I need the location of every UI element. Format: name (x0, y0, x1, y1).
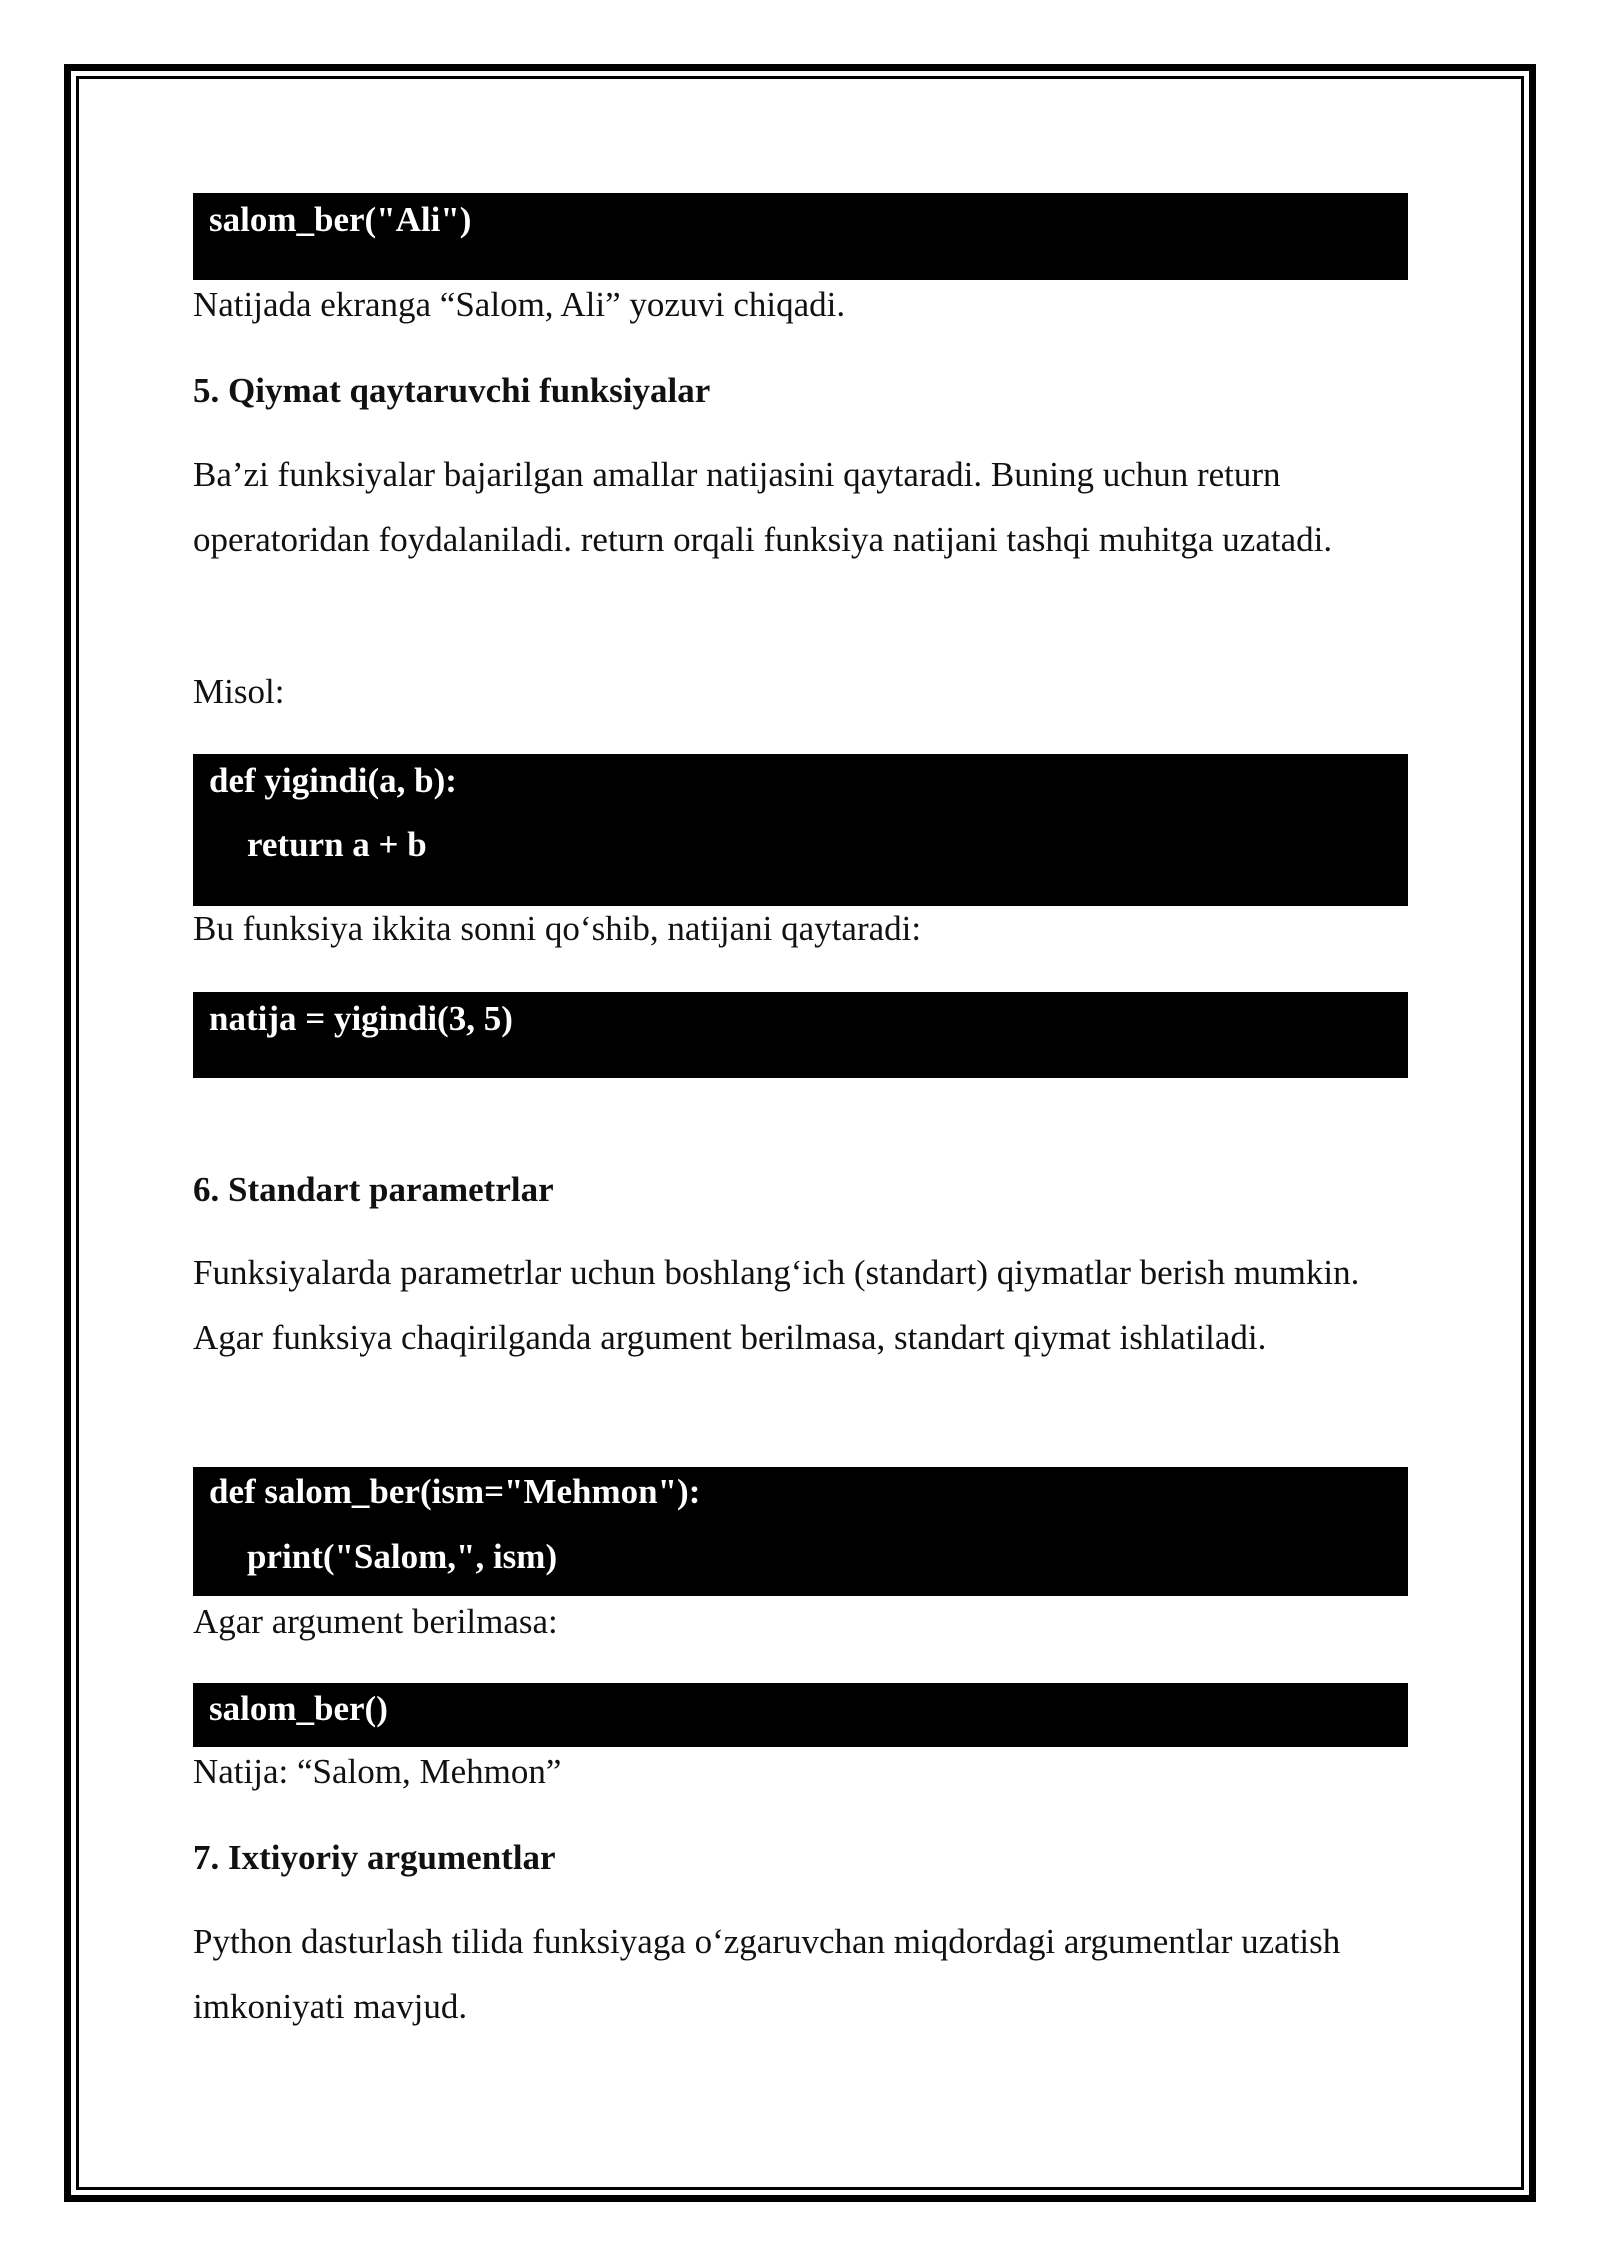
paragraph-standard-params: Funksiyalarda parametrlar uchun boshlang‘ich (standart) qiymatlar berish mumkin. Agar funksiya chaqirilganda argument berilmasa, standart qiymat ishlatiladi. (193, 1253, 1360, 1357)
code-line: return a + b (247, 825, 427, 864)
code-block-call-empty (193, 1683, 1408, 1747)
code-block-salom-default (193, 1467, 1408, 1596)
code-line: salom_ber("Ali") (209, 200, 472, 239)
paragraph-optional-args: Python dasturlash tilida funksiyaga o‘zgaruvchan miqdordagi argumentlar uzatish imkoniyati mavjud. (193, 1922, 1341, 2026)
paragraph-return: Ba’zi funksiyalar bajarilgan amallar natijasini qaytaradi. Buning uchun return operatoridan foydalaniladi. return orqali funksiya natijani tashqi muhitga uzatadi. (193, 455, 1333, 559)
code-block-yigindi (193, 754, 1408, 906)
code-block-natija (193, 992, 1408, 1078)
code-line: natija = yigindi(3, 5) (209, 999, 513, 1038)
section-heading-6: 6. Standart parametrlar (193, 1170, 554, 1209)
description-text: Bu funksiya ikkita sonni qo‘shib, natijani qaytaradi: (193, 909, 922, 948)
code-block-call-ali (193, 193, 1408, 280)
code-line: salom_ber() (209, 1689, 388, 1728)
result-text: Natijada ekranga “Salom, Ali” yozuvi chiqadi. (193, 285, 846, 324)
misol-label: Misol: (193, 672, 285, 711)
section-heading-5: 5. Qiymat qaytaruvchi funksiyalar (193, 371, 711, 410)
code-line: def salom_ber(ism="Mehmon"): (209, 1472, 701, 1511)
result-text-mehmon: Natija: “Salom, Mehmon” (193, 1752, 562, 1791)
condition-text: Agar argument berilmasa: (193, 1602, 558, 1641)
code-line: print("Salom,", ism) (247, 1537, 558, 1576)
code-line: def yigindi(a, b): (209, 761, 457, 800)
section-heading-7: 7. Ixtiyoriy argumentlar (193, 1838, 556, 1877)
